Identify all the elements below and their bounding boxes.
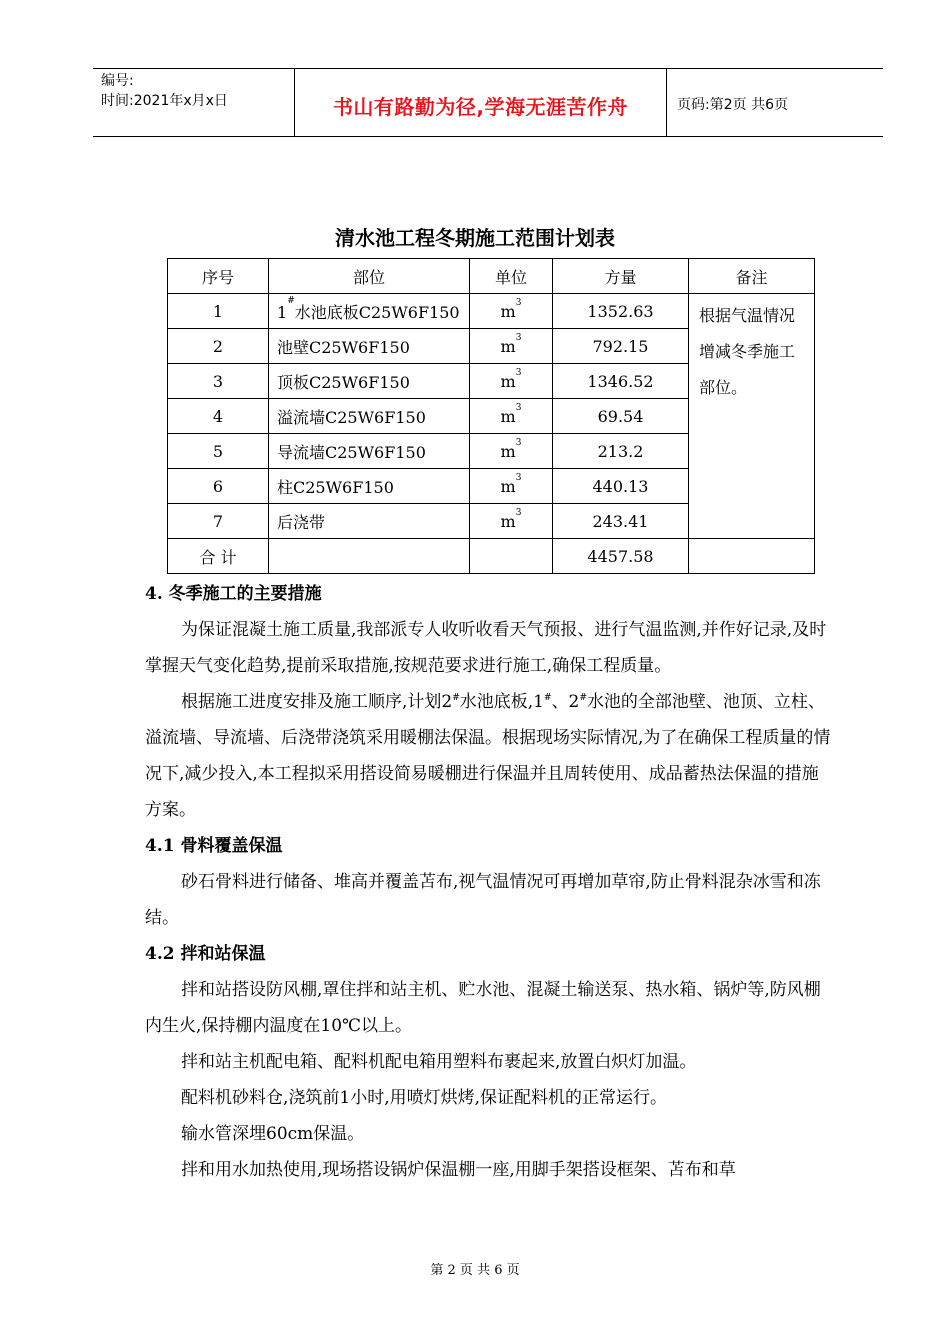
header-code: 编号: <box>101 73 134 89</box>
row-quantity: 69.54 <box>553 399 689 434</box>
row-quantity: 440.13 <box>553 469 689 504</box>
empty-cell <box>470 539 553 574</box>
paragraph: 拌和站搭设防风棚,罩住拌和站主机、贮水池、混凝土输送泵、热水箱、锅炉等,防风棚内生火,保持棚内温度在10℃以上。 <box>145 980 821 1036</box>
section-heading: 4. 冬季施工的主要措施 <box>145 584 322 604</box>
paragraph: 根据施工进度安排及施工顺序,计划2#水池底板,1#、2#水池的全部池壁、池顶、立柱、溢流墙、导流墙、后浇带浇筑采用暖棚法保温。根据现场实际情况,为了在确保工程质量的情况下,减少投入,本工程拟采用搭设简易暖棚进行保温并且周转使用、成品蓄热法保温的措施方案。 <box>145 692 831 820</box>
table-header-row <box>168 259 815 294</box>
row-unit: $m^3$ <box>470 329 553 364</box>
row-quantity: 243.41 <box>553 504 689 539</box>
row-number: 5 <box>168 434 269 469</box>
section-heading: 4.1 骨料覆盖保温 <box>145 836 283 856</box>
row-part: 1#水池底板C25W6F150 <box>269 294 470 329</box>
row-number: 4 <box>168 399 269 434</box>
row-part: 柱C25W6F150 <box>269 469 470 504</box>
row-part: 导流墙C25W6F150 <box>269 434 470 469</box>
row-quantity: 213.2 <box>553 434 689 469</box>
empty-cell <box>269 539 470 574</box>
total-label: 合 计 <box>168 539 269 574</box>
row-unit: $m^3$ <box>470 504 553 539</box>
row-number: 2 <box>168 329 269 364</box>
document-body <box>145 576 835 1188</box>
page-header <box>93 68 883 137</box>
row-part: 溢流墙C25W6F150 <box>269 399 470 434</box>
total-quantity: 4457.58 <box>553 539 689 574</box>
table-row <box>168 294 815 329</box>
header-time: 时间:2021年x月x日 <box>101 93 228 109</box>
row-unit: $m^3$ <box>470 434 553 469</box>
plan-table <box>167 258 815 574</box>
table-title: 清水池工程冬期施工范围计划表 <box>335 226 615 250</box>
row-unit: $m^3$ <box>470 294 553 329</box>
header-cell: 序号 <box>168 259 269 294</box>
header-motto: 书山有路勤为径,学海无涯苦作舟 <box>332 95 629 119</box>
row-number: 3 <box>168 364 269 399</box>
row-number: 6 <box>168 469 269 504</box>
header-cell: 方量 <box>553 259 689 294</box>
header-cell: 单位 <box>470 259 553 294</box>
paragraph: 为保证混凝土施工质量,我部派专人收听收看天气预报、进行气温监测,并作好记录,及时掌握天气变化趋势,提前采取措施,按规范要求进行施工,确保工程质量。 <box>145 620 827 676</box>
row-unit: $m^3$ <box>470 469 553 504</box>
paragraph: 拌和站主机配电箱、配料机配电箱用塑料布裹起来,放置白炽灯加温。 <box>181 1052 697 1072</box>
row-number: 1 <box>168 294 269 329</box>
paragraph: 拌和用水加热使用,现场搭设锅炉保温棚一座,用脚手架搭设框架、苫布和草 <box>181 1160 736 1180</box>
header-cell: 备注 <box>689 259 815 294</box>
row-note: 根据气温情况增减冬季施工部位。 <box>689 294 815 539</box>
row-unit: $m^3$ <box>470 399 553 434</box>
paragraph: 配料机砂料仓,浇筑前1小时,用喷灯烘烤,保证配料机的正常运行。 <box>181 1088 668 1108</box>
paragraph: 砂石骨料进行储备、堆高并覆盖苫布,视气温情况可再增加草帘,防止骨料混杂冰雪和冻结。 <box>145 872 821 928</box>
header-cell: 部位 <box>269 259 470 294</box>
header-meta <box>101 71 291 111</box>
row-quantity: 792.15 <box>553 329 689 364</box>
paragraph: 输水管深埋60cm保温。 <box>181 1124 365 1144</box>
header-page-number: 页码:第2页 共6页 <box>677 97 788 113</box>
header-divider <box>666 69 667 136</box>
row-part: 后浇带 <box>269 504 470 539</box>
row-quantity: 1346.52 <box>553 364 689 399</box>
row-part: 顶板C25W6F150 <box>269 364 470 399</box>
section-heading: 4.2 拌和站保温 <box>145 944 266 964</box>
empty-cell <box>689 539 815 574</box>
row-number: 7 <box>168 504 269 539</box>
row-quantity: 1352.63 <box>553 294 689 329</box>
row-part: 池壁C25W6F150 <box>269 329 470 364</box>
table-total-row <box>168 539 815 574</box>
page-footer: 第 2 页 共 6 页 <box>430 1263 520 1278</box>
row-unit: $m^3$ <box>470 364 553 399</box>
